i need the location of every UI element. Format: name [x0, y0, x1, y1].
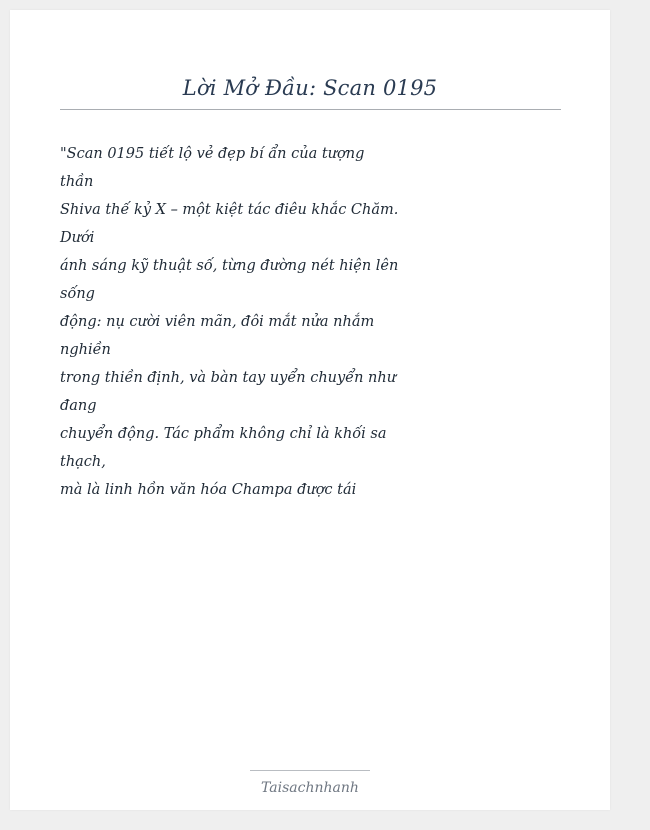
text-line: nghiền [60, 342, 111, 358]
text-line: thần [60, 174, 94, 190]
footer-divider [250, 770, 370, 771]
footer-brand: Taisachnhanh [261, 780, 359, 796]
text-line: Shiva thế kỷ X – một kiệt tác điêu khắc Chăm. [60, 202, 399, 218]
page-title: Lời Mở Đầu: Scan 0195 [182, 76, 438, 100]
text-line: thạch, [60, 454, 106, 470]
text-line: ánh sáng kỹ thuật số, từng đường nét hiện lên [60, 258, 399, 274]
document-page [10, 10, 610, 810]
text-line: trong thiền định, và bàn tay uyển chuyển như [60, 370, 397, 386]
text-line: "Scan 0195 tiết lộ vẻ đẹp bí ẩn của tượng [60, 146, 365, 162]
text-line: chuyển động. Tác phẩm không chỉ là khối sa [60, 426, 387, 442]
text-line: Dưới [60, 230, 95, 246]
text-line: động: nụ cười viên mãn, đôi mắt nửa nhắm [60, 314, 375, 330]
body-text [60, 140, 399, 504]
title-divider [60, 109, 561, 110]
text-line: mà là linh hồn văn hóa Champa được tái [60, 482, 357, 498]
text-line: đang [60, 398, 97, 414]
text-line: sống [60, 286, 95, 302]
